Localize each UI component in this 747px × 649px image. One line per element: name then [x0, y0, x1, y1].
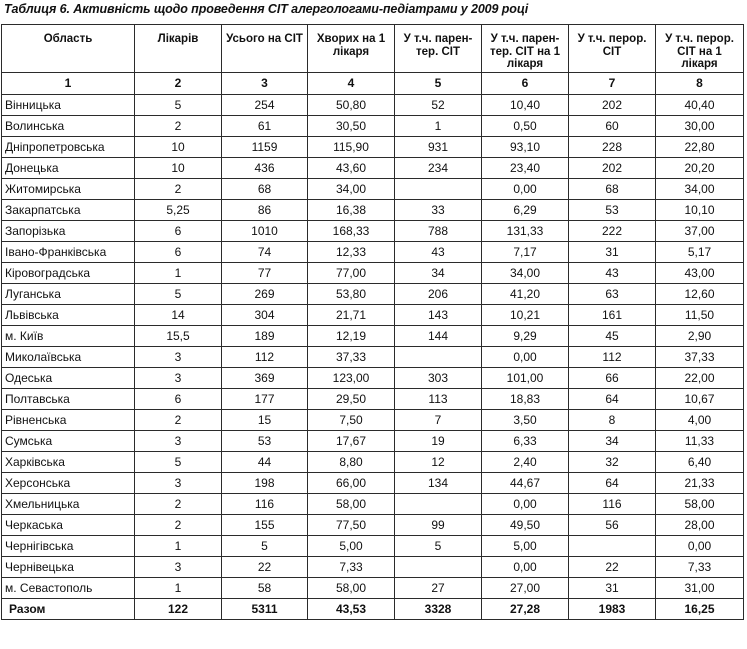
col-header-oral-sit: У т.ч. перор. СІТ [569, 25, 656, 73]
cell-total-sit: 61 [222, 116, 308, 137]
table-row [2, 95, 744, 116]
cell-parenteral-per-doctor: 18,83 [482, 389, 569, 410]
cell-region: Чернівецька [2, 557, 135, 578]
cell-region: м. Севастополь [2, 578, 135, 599]
cell-total-sit: 22 [222, 557, 308, 578]
cell-patients-per-doctor: 168,33 [308, 221, 395, 242]
cell-parenteral-sit: 1 [395, 116, 482, 137]
header-row [2, 25, 744, 73]
cell-region: Дніпропетровська [2, 137, 135, 158]
cell-doctors: 2 [135, 410, 222, 431]
cell-doctors: 3 [135, 347, 222, 368]
cell-oral-per-doctor: 22,00 [656, 368, 744, 389]
col-header-parenteral-per-doctor: У т.ч. парен-тер. СІТ на 1 лікаря [482, 25, 569, 73]
cell-parenteral-sit: 931 [395, 137, 482, 158]
cell-oral-per-doctor: 21,33 [656, 473, 744, 494]
table-row [2, 242, 744, 263]
cell-oral-per-doctor: 28,00 [656, 515, 744, 536]
cell-oral-sit: 60 [569, 116, 656, 137]
cell-parenteral-sit: 27 [395, 578, 482, 599]
cell-patients-per-doctor: 29,50 [308, 389, 395, 410]
cell-total-sit: 198 [222, 473, 308, 494]
cell-doctors: 14 [135, 305, 222, 326]
cell-total-sit: 269 [222, 284, 308, 305]
cell-doctors: 5 [135, 95, 222, 116]
cell-parenteral-per-doctor: 5,00 [482, 536, 569, 557]
table-row [2, 116, 744, 137]
cell-parenteral-sit [395, 494, 482, 515]
cell-doctors: 6 [135, 221, 222, 242]
cell-region: Кіровоградська [2, 263, 135, 284]
cell-total-sit: 116 [222, 494, 308, 515]
cell-oral-sit: 202 [569, 158, 656, 179]
cell-parenteral-sit: 19 [395, 431, 482, 452]
cell-oral-sit [569, 536, 656, 557]
cell-oral-per-doctor: 31,00 [656, 578, 744, 599]
cell-total-sit: 155 [222, 515, 308, 536]
cell-parenteral-per-doctor: 0,00 [482, 494, 569, 515]
col-header-patients-per-doctor: Хворих на 1 лікаря [308, 25, 395, 73]
table-row [2, 326, 744, 347]
cell-parenteral-sit: 12 [395, 452, 482, 473]
cell-total-sit: 77 [222, 263, 308, 284]
cell-oral-sit: 222 [569, 221, 656, 242]
table-body [2, 95, 744, 620]
cell-total-sit: 1159 [222, 137, 308, 158]
cell-parenteral-per-doctor: 101,00 [482, 368, 569, 389]
table-row [2, 452, 744, 473]
cell-parenteral-sit [395, 557, 482, 578]
cell-region: Черкаська [2, 515, 135, 536]
cell-patients-per-doctor: 77,00 [308, 263, 395, 284]
cell-parenteral-per-doctor: 93,10 [482, 137, 569, 158]
cell-oral-per-doctor: 43,00 [656, 263, 744, 284]
cell-oral-sit: 53 [569, 200, 656, 221]
cell-region: Разом [2, 599, 135, 620]
cell-parenteral-sit: 206 [395, 284, 482, 305]
cell-region: Луганська [2, 284, 135, 305]
cell-region: Волинська [2, 116, 135, 137]
cell-doctors: 1 [135, 578, 222, 599]
cell-region: Миколаївська [2, 347, 135, 368]
col-number: 8 [656, 73, 744, 95]
cell-patients-per-doctor: 12,33 [308, 242, 395, 263]
cell-parenteral-per-doctor: 23,40 [482, 158, 569, 179]
cell-parenteral-per-doctor: 0,00 [482, 347, 569, 368]
cell-patients-per-doctor: 34,00 [308, 179, 395, 200]
cell-doctors: 2 [135, 116, 222, 137]
cell-oral-sit: 68 [569, 179, 656, 200]
cell-oral-per-doctor: 6,40 [656, 452, 744, 473]
cell-oral-sit: 56 [569, 515, 656, 536]
cell-total-sit: 5 [222, 536, 308, 557]
cell-parenteral-sit: 788 [395, 221, 482, 242]
cell-oral-sit: 64 [569, 389, 656, 410]
cell-patients-per-doctor: 123,00 [308, 368, 395, 389]
cell-oral-sit: 22 [569, 557, 656, 578]
col-header-total-sit: Усього на СІТ [222, 25, 308, 73]
cell-patients-per-doctor: 8,80 [308, 452, 395, 473]
cell-parenteral-sit: 99 [395, 515, 482, 536]
table-row [2, 347, 744, 368]
cell-region: Житомирська [2, 179, 135, 200]
cell-patients-per-doctor: 7,33 [308, 557, 395, 578]
cell-parenteral-sit: 234 [395, 158, 482, 179]
cell-region: Харківська [2, 452, 135, 473]
cell-total-sit: 86 [222, 200, 308, 221]
cell-total-sit: 68 [222, 179, 308, 200]
table-caption: Таблиця 6. Активність щодо проведення СІТ алергологами-педіатрами у 2009 році [4, 2, 529, 16]
cell-doctors: 15,5 [135, 326, 222, 347]
cell-patients-per-doctor: 58,00 [308, 578, 395, 599]
cell-parenteral-per-doctor: 9,29 [482, 326, 569, 347]
cell-total-sit: 112 [222, 347, 308, 368]
cell-total-sit: 177 [222, 389, 308, 410]
cell-parenteral-sit [395, 179, 482, 200]
cell-patients-per-doctor: 16,38 [308, 200, 395, 221]
cell-parenteral-per-doctor: 34,00 [482, 263, 569, 284]
cell-parenteral-sit: 3328 [395, 599, 482, 620]
cell-total-sit: 5311 [222, 599, 308, 620]
cell-parenteral-sit: 43 [395, 242, 482, 263]
cell-total-sit: 58 [222, 578, 308, 599]
cell-total-sit: 304 [222, 305, 308, 326]
cell-region: Запорізька [2, 221, 135, 242]
cell-total-sit: 44 [222, 452, 308, 473]
table-row [2, 473, 744, 494]
cell-doctors: 6 [135, 242, 222, 263]
cell-region: Львівська [2, 305, 135, 326]
allergology-sit-table [1, 24, 744, 620]
col-number: 3 [222, 73, 308, 95]
cell-parenteral-per-doctor: 27,00 [482, 578, 569, 599]
table-row [2, 431, 744, 452]
cell-patients-per-doctor: 12,19 [308, 326, 395, 347]
cell-parenteral-per-doctor: 0,50 [482, 116, 569, 137]
cell-patients-per-doctor: 37,33 [308, 347, 395, 368]
cell-oral-sit: 161 [569, 305, 656, 326]
cell-region: Полтавська [2, 389, 135, 410]
cell-oral-per-doctor: 11,33 [656, 431, 744, 452]
cell-oral-sit: 31 [569, 242, 656, 263]
cell-region: Вінницька [2, 95, 135, 116]
cell-patients-per-doctor: 43,60 [308, 158, 395, 179]
cell-oral-sit: 43 [569, 263, 656, 284]
table-row [2, 410, 744, 431]
cell-parenteral-per-doctor: 6,33 [482, 431, 569, 452]
cell-oral-per-doctor: 7,33 [656, 557, 744, 578]
cell-patients-per-doctor: 66,00 [308, 473, 395, 494]
cell-oral-per-doctor: 40,40 [656, 95, 744, 116]
cell-parenteral-per-doctor: 0,00 [482, 179, 569, 200]
col-header-oral-per-doctor: У т.ч. перор. СІТ на 1 лікаря [656, 25, 744, 73]
cell-parenteral-sit [395, 347, 482, 368]
cell-parenteral-per-doctor: 7,17 [482, 242, 569, 263]
cell-region: Донецька [2, 158, 135, 179]
cell-oral-sit: 32 [569, 452, 656, 473]
cell-oral-per-doctor: 34,00 [656, 179, 744, 200]
cell-doctors: 10 [135, 158, 222, 179]
cell-region: м. Київ [2, 326, 135, 347]
cell-patients-per-doctor: 115,90 [308, 137, 395, 158]
cell-doctors: 122 [135, 599, 222, 620]
cell-parenteral-sit: 5 [395, 536, 482, 557]
cell-parenteral-sit: 33 [395, 200, 482, 221]
cell-patients-per-doctor: 7,50 [308, 410, 395, 431]
cell-oral-per-doctor: 4,00 [656, 410, 744, 431]
cell-parenteral-sit: 52 [395, 95, 482, 116]
table-row [2, 284, 744, 305]
cell-region: Рівненська [2, 410, 135, 431]
cell-region: Закарпатська [2, 200, 135, 221]
cell-total-sit: 53 [222, 431, 308, 452]
table-row [2, 179, 744, 200]
table-row [2, 536, 744, 557]
cell-oral-per-doctor: 0,00 [656, 536, 744, 557]
cell-doctors: 3 [135, 557, 222, 578]
cell-oral-per-doctor: 22,80 [656, 137, 744, 158]
cell-patients-per-doctor: 50,80 [308, 95, 395, 116]
cell-oral-per-doctor: 5,17 [656, 242, 744, 263]
cell-oral-sit: 34 [569, 431, 656, 452]
col-number: 6 [482, 73, 569, 95]
table-row [2, 221, 744, 242]
cell-parenteral-per-doctor: 10,40 [482, 95, 569, 116]
cell-total-sit: 1010 [222, 221, 308, 242]
cell-oral-per-doctor: 2,90 [656, 326, 744, 347]
table-row [2, 305, 744, 326]
cell-oral-sit: 66 [569, 368, 656, 389]
cell-oral-per-doctor: 37,33 [656, 347, 744, 368]
cell-total-sit: 369 [222, 368, 308, 389]
cell-doctors: 5,25 [135, 200, 222, 221]
cell-parenteral-sit: 134 [395, 473, 482, 494]
cell-parenteral-sit: 143 [395, 305, 482, 326]
cell-patients-per-doctor: 58,00 [308, 494, 395, 515]
cell-parenteral-per-doctor: 2,40 [482, 452, 569, 473]
cell-region: Сумська [2, 431, 135, 452]
col-header-doctors: Лікарів [135, 25, 222, 73]
table-row [2, 200, 744, 221]
table-row [2, 557, 744, 578]
col-number: 5 [395, 73, 482, 95]
cell-oral-sit: 116 [569, 494, 656, 515]
cell-doctors: 6 [135, 389, 222, 410]
cell-parenteral-per-doctor: 6,29 [482, 200, 569, 221]
col-number: 2 [135, 73, 222, 95]
cell-oral-per-doctor: 16,25 [656, 599, 744, 620]
cell-total-sit: 254 [222, 95, 308, 116]
cell-parenteral-per-doctor: 131,33 [482, 221, 569, 242]
cell-parenteral-sit: 34 [395, 263, 482, 284]
col-header-parenteral-sit: У т.ч. парен-тер. СІТ [395, 25, 482, 73]
col-number: 1 [2, 73, 135, 95]
col-number: 7 [569, 73, 656, 95]
cell-parenteral-per-doctor: 0,00 [482, 557, 569, 578]
cell-region: Одеська [2, 368, 135, 389]
cell-oral-sit: 202 [569, 95, 656, 116]
cell-patients-per-doctor: 53,80 [308, 284, 395, 305]
cell-oral-per-doctor: 58,00 [656, 494, 744, 515]
column-number-row [2, 73, 744, 95]
col-number: 4 [308, 73, 395, 95]
cell-region: Івано-Франківська [2, 242, 135, 263]
cell-total-sit: 436 [222, 158, 308, 179]
cell-total-sit: 15 [222, 410, 308, 431]
col-header-region: Область [2, 25, 135, 73]
cell-parenteral-sit: 144 [395, 326, 482, 347]
cell-region: Чернігівська [2, 536, 135, 557]
cell-oral-sit: 228 [569, 137, 656, 158]
cell-doctors: 3 [135, 473, 222, 494]
cell-doctors: 1 [135, 263, 222, 284]
table-row [2, 137, 744, 158]
cell-oral-per-doctor: 11,50 [656, 305, 744, 326]
cell-patients-per-doctor: 43,53 [308, 599, 395, 620]
cell-doctors: 2 [135, 179, 222, 200]
cell-doctors: 2 [135, 515, 222, 536]
cell-oral-sit: 45 [569, 326, 656, 347]
table-row [2, 263, 744, 284]
cell-patients-per-doctor: 17,67 [308, 431, 395, 452]
cell-oral-sit: 31 [569, 578, 656, 599]
cell-doctors: 3 [135, 431, 222, 452]
table-row [2, 515, 744, 536]
cell-doctors: 1 [135, 536, 222, 557]
table-row [2, 389, 744, 410]
table-row [2, 494, 744, 515]
cell-oral-per-doctor: 20,20 [656, 158, 744, 179]
cell-doctors: 10 [135, 137, 222, 158]
cell-parenteral-sit: 303 [395, 368, 482, 389]
cell-total-sit: 189 [222, 326, 308, 347]
cell-parenteral-per-doctor: 49,50 [482, 515, 569, 536]
cell-region: Херсонська [2, 473, 135, 494]
cell-patients-per-doctor: 77,50 [308, 515, 395, 536]
cell-doctors: 2 [135, 494, 222, 515]
cell-oral-per-doctor: 30,00 [656, 116, 744, 137]
cell-oral-per-doctor: 10,67 [656, 389, 744, 410]
cell-patients-per-doctor: 21,71 [308, 305, 395, 326]
cell-oral-sit: 8 [569, 410, 656, 431]
cell-parenteral-sit: 7 [395, 410, 482, 431]
cell-patients-per-doctor: 30,50 [308, 116, 395, 137]
cell-parenteral-per-doctor: 3,50 [482, 410, 569, 431]
cell-total-sit: 74 [222, 242, 308, 263]
cell-patients-per-doctor: 5,00 [308, 536, 395, 557]
cell-oral-sit: 112 [569, 347, 656, 368]
cell-oral-per-doctor: 37,00 [656, 221, 744, 242]
cell-oral-sit: 64 [569, 473, 656, 494]
cell-region: Хмельницька [2, 494, 135, 515]
cell-doctors: 3 [135, 368, 222, 389]
cell-parenteral-per-doctor: 10,21 [482, 305, 569, 326]
cell-parenteral-sit: 113 [395, 389, 482, 410]
total-row [2, 599, 744, 620]
table-row [2, 368, 744, 389]
cell-parenteral-per-doctor: 41,20 [482, 284, 569, 305]
cell-oral-per-doctor: 12,60 [656, 284, 744, 305]
cell-doctors: 5 [135, 284, 222, 305]
cell-parenteral-per-doctor: 44,67 [482, 473, 569, 494]
cell-oral-sit: 1983 [569, 599, 656, 620]
cell-parenteral-per-doctor: 27,28 [482, 599, 569, 620]
table-row [2, 158, 744, 179]
cell-oral-per-doctor: 10,10 [656, 200, 744, 221]
cell-oral-sit: 63 [569, 284, 656, 305]
table-row [2, 578, 744, 599]
cell-doctors: 5 [135, 452, 222, 473]
